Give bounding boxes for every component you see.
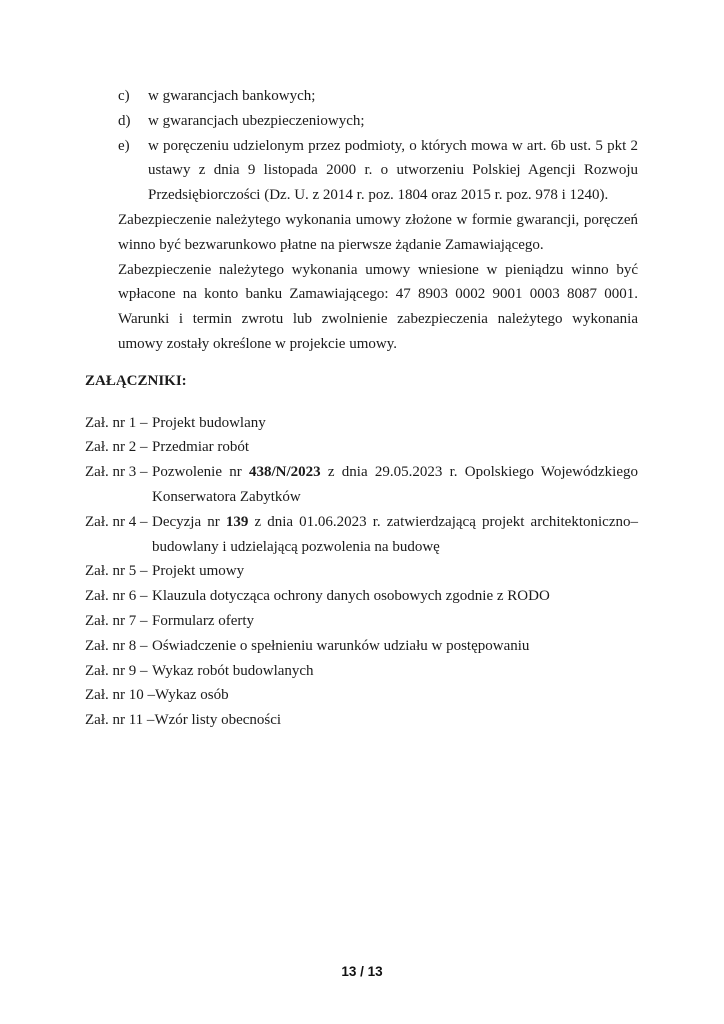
attachment-text-pre: Pozwolenie nr: [152, 464, 249, 481]
attachment-text-post: z dnia 29.05.2023 r. Opolskiego Wojewódzkiego Konserwatora Zabytków: [152, 464, 638, 505]
attachment-text: [155, 683, 638, 708]
list-item-text: w gwarancjach ubezpieczeniowych;: [148, 112, 365, 129]
attachment-label: Zał. nr 8 –: [85, 637, 148, 654]
list-item-c: [85, 84, 638, 109]
attachment-row: [85, 510, 638, 560]
paragraph-bank-account: Zabezpieczenie należytego wykonania umowy wniesione w pieniądzu winno być wpłacone na konto banku Zamawiającego: 47 8903 0002 9001 0003 8087 0001. Warunki i termin zwrotu lub zwolnienie zabezpieczenia należytego wykonania umowy zostały określone w projekcie umowy.: [118, 261, 638, 352]
attachment-row: [85, 559, 638, 584]
attachment-label: Zał. nr 3 –: [85, 464, 148, 481]
attachment-row: [85, 634, 638, 659]
attachment-label: Zał. nr 5 –: [85, 563, 148, 580]
attachment-text-pre: Projekt umowy: [152, 563, 245, 580]
attachment-row: [85, 460, 638, 510]
attachment-text: [152, 559, 638, 584]
attachment-text: [152, 510, 638, 560]
attachment-label: Zał. nr 2 –: [85, 439, 148, 456]
attachment-text-pre: Wykaz osób: [154, 687, 229, 704]
attachment-text-pre: Oświadczenie o spełnieniu warunków udziału w postępowaniu: [152, 637, 530, 654]
attachment-text-pre: Formularz oferty: [152, 612, 255, 629]
attachment-text: [152, 435, 638, 460]
attachment-row: [85, 683, 638, 708]
attachment-text-bold: 139: [225, 513, 249, 530]
attachment-label: Zał. nr 4 –: [85, 513, 148, 530]
attachments-heading: ZAŁĄCZNIKI:: [85, 372, 187, 389]
attachment-text: [154, 708, 638, 733]
attachment-text-pre: Wzór listy obecności: [154, 712, 282, 729]
attachment-row: [85, 584, 638, 609]
attachment-label: Zał. nr 6 –: [85, 588, 148, 605]
attachment-label: Zał. nr 1 –: [85, 414, 148, 431]
attachment-text-bold: 438/N/2023: [248, 464, 321, 481]
attachment-text-pre: Projekt budowlany: [152, 414, 266, 431]
list-item-e: [85, 134, 638, 208]
list-item-marker: c): [118, 88, 130, 104]
attachment-row: [85, 708, 638, 733]
attachments-list: [85, 411, 638, 733]
attachment-text-post: z dnia 01.06.2023 r. zatwierdzającą projekt architektoniczno– budowlany i udzielającą pozwolenia na budowę: [152, 513, 638, 555]
paragraph-guarantee: Zabezpieczenie należytego wykonania umowy złożone w formie gwarancji, poręczeń winno być bezwarunkowo płatne na pierwsze żądanie Zamawiającego.: [118, 211, 638, 253]
document-content: [85, 84, 638, 733]
attachment-text: [152, 609, 638, 634]
list-item-marker: d): [118, 112, 131, 129]
attachment-text-pre: Klauzula dotycząca ochrony danych osobowych zgodnie z RODO: [152, 588, 550, 605]
attachment-text: [152, 411, 638, 436]
page-number: 13 / 13: [341, 964, 383, 979]
attachment-label: Zał. nr 9 –: [85, 662, 148, 679]
attachment-text-pre: Decyzja nr: [152, 513, 226, 530]
attachment-text-pre: Przedmiar robót: [152, 439, 250, 456]
list-item-marker: e): [118, 137, 130, 154]
attachment-label: Zał. nr 7 –: [85, 612, 148, 629]
attachment-label: Zał. nr 11 –: [85, 712, 155, 729]
list-item-text: w poręczeniu udzielonym przez podmioty, o których mowa w art. 6b ust. 5 pkt 2 ustawy z dnia 9 listopada 2000 r. o utworzeniu Polskiej Agencji Rozwoju Przedsiębiorczości (Dz. U. z 2014 r. poz. 1804 oraz 2015 r. poz. 978 i 1240).: [148, 137, 638, 204]
attachment-text-pre: Wykaz robót budowlanych: [152, 662, 314, 679]
list-item-d: [85, 109, 638, 134]
attachment-text: [152, 634, 638, 659]
page-number-footer: [0, 962, 724, 982]
attachment-label: Zał. nr 10 –: [85, 687, 155, 704]
attachment-row: [85, 435, 638, 460]
attachment-row: [85, 609, 638, 634]
attachment-row: [85, 411, 638, 436]
attachment-text: [152, 584, 638, 609]
attachment-row: [85, 659, 638, 684]
attachment-text: [152, 460, 638, 510]
attachment-text: [152, 659, 638, 684]
list-item-text: w gwarancjach bankowych;: [148, 88, 316, 104]
